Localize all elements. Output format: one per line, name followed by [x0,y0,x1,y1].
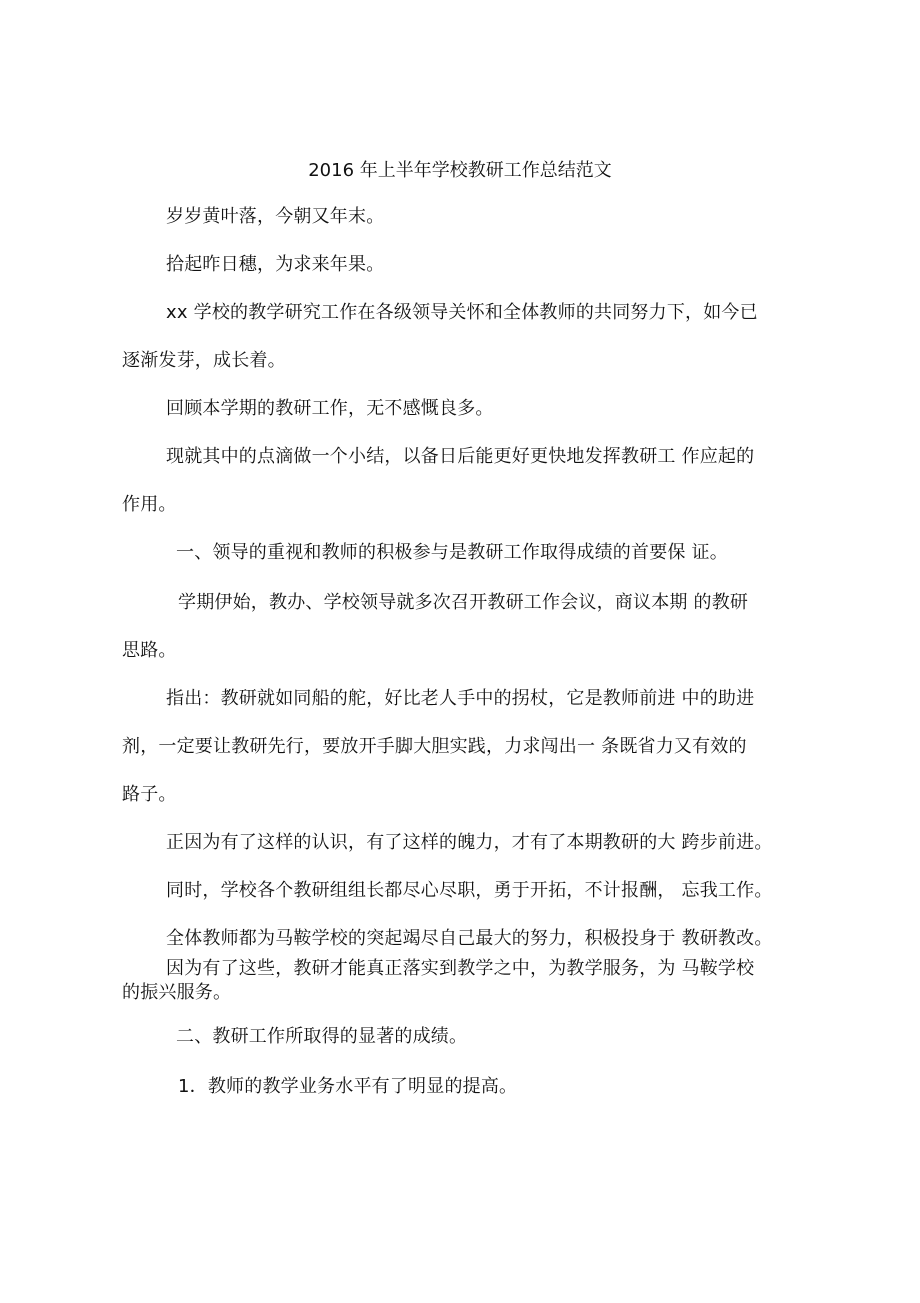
paragraph-line-12: 路子。 [122,784,177,805]
paragraph-line-7: 作用。 [122,494,177,515]
paragraph-line-6: 现就其中的点滴做一个小结，以备日后能更好更快地发挥教研工 作应起的 [166,446,755,467]
paragraph-line-13: 正因为有了这样的认识，有了这样的魄力，才有了本期教研的大 跨步前进。 [166,832,773,853]
paragraph-line-14: 同时，学校各个教研组组长都尽心尽职，勇于开拓，不计报酬， 忘我工作。 [166,880,773,901]
section-heading-2: 二、教研工作所取得的显著的成绩。 [176,1026,468,1047]
paragraph-line-8: 学期伊始，教办、学校领导就多次召开教研工作会议，商议本期 的教研 [178,592,749,613]
paragraph-line-3: xx 学校的教学研究工作在各级领导关怀和全体教师的共同努力下，如今已 [166,302,758,323]
document-title: 2016 年上半年学校教研工作总结范文 [308,160,612,181]
section-heading-1: 一、领导的重视和教师的积极参与是教研工作取得成绩的首要保 证。 [176,542,728,563]
paragraph-line-1: 岁岁黄叶落，今朝又年末。 [166,206,385,227]
paragraph-line-15: 全体教师都为马鞍学校的突起竭尽自己最大的努力，积极投身于 教研教改。 [166,928,773,949]
paragraph-line-17: 的振兴服务。 [122,982,232,1003]
paragraph-line-10: 指出：教研就如同船的舵，好比老人手中的拐杖，它是教师前进 中的助进 [166,688,755,709]
paragraph-line-9: 思路。 [122,640,177,661]
paragraph-line-4: 逐渐发芽，成长着。 [122,350,286,371]
paragraph-line-16: 因为有了这些，教研才能真正落实到教学之中，为教学服务，为 马鞍学校 [166,958,755,979]
paragraph-line-5: 回顾本学期的教研工作，无不感慨良多。 [166,398,494,419]
paragraph-line-11: 剂，一定要让教研先行，要放开手脚大胆实践，力求闯出一 条既省力又有效的 [122,736,747,757]
list-item-1: 1．教师的教学业务水平有了明显的提高。 [178,1076,518,1097]
paragraph-line-2: 拾起昨日穗，为求来年果。 [166,254,385,275]
